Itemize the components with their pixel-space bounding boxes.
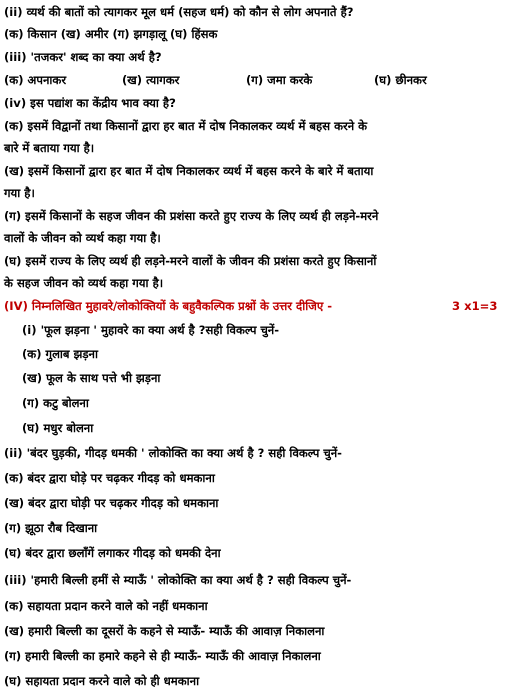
q3-option-b: (ख) हमारी बिल्ली का दूसरों के कहने से म्याऊँ- म्याऊँ की आवाज़ निकालना [4,624,325,638]
option-a-line-1: (क) इसमें विद्वानों तथा किसानों द्वारा हर बात में दोष निकालकर व्यर्थ में बहस करने के [4,119,368,133]
option-d-line-2: के सहज जीवन को व्यर्थ कहा गया है। [4,276,164,290]
question-iii-option-d: (घ) छीनकर [374,73,427,87]
question-iv-text: (iv) इस पद्यांश का केंद्रीय भाव क्या है? [4,96,176,110]
q1-option-a: (क) गुलाब झड़ना [22,347,98,361]
question-iii-option-a: (क) अपनाकर [4,73,67,87]
q3-option-d: (घ) सहायता प्रदान करने वाले को ही धमकाना [4,674,200,688]
q1-option-c: (ग) कटु बोलना [22,396,89,410]
question-iii-option-c: (ग) जमा करके [246,73,313,87]
option-c-line-1: (ग) इसमें किसानों के सहज जीवन की प्रशंसा करते हुए राज्य के लिए व्यर्थ ही लड़ने-मरने [4,209,379,223]
question-ii-options: (क) किसान (ख) अमीर (ग) झगड़ालू (घ) हिंसक [4,27,218,41]
section-iv-heading: (IV) निम्नलिखित मुहावरे/लोकोक्तियों के बहुवैकल्पिक प्रश्नों के उत्तर दीजिए - [4,299,333,313]
q3-question: (iii) 'हमारी बिल्ली हमीं से म्याऊँ ' लोकोक्ति का क्या अर्थ है ? सही विकल्प चुनें- [4,573,352,587]
section-iv-marks: 3 x1=3 [452,299,498,313]
option-a-line-2: बारे में बताया गया है। [4,141,95,155]
q3-option-c: (ग) हमारी बिल्ली का हमारे कहने से ही म्याऊँ- म्याऊँ की आवाज़ निकालना [4,649,321,663]
q2-option-b: (ख) बंदर द्वारा घोड़ी पर चढ़कर गीदड़ को धमकाना [4,496,219,510]
q1-option-b: (ख) फूल के साथ पत्ते भी झड़ना [22,371,161,385]
question-ii-text: (ii) व्यर्थ की बातों को त्यागकर मूल धर्म (सहज धर्म) को कौन से लोग अपनाते हैं? [4,5,354,19]
q2-question: (ii) 'बंदर घुड़की, गीदड़ धमकी ' लोकोक्ति का क्या अर्थ है ? सही विकल्प चुनें- [4,446,342,460]
q2-option-d: (घ) बंदर द्वारा छलाँगें लगाकर गीदड़ को धमकी देना [4,546,221,560]
option-d-line-1: (घ) इसमें राज्य के लिए व्यर्थ ही लड़ने-मरने वालों के जीवन की प्रशंसा करते हुए किसानों [4,254,377,268]
q1-option-d: (घ) मधुर बोलना [22,421,94,435]
question-iii-option-b: (ख) त्यागकर [122,73,180,87]
q2-option-a: (क) बंदर द्वारा घोड़े पर चढ़कर गीदड़ को धमकाना [4,471,215,485]
q1-question: (i) 'फूल झड़ना ' मुहावरे का क्या अर्थ है ?सही विकल्प चुनें- [22,323,280,337]
q3-option-a: (क) सहायता प्रदान करने वाले को नहीं धमकाना [4,599,208,613]
option-b-line-1: (ख) इसमें किसानों द्वारा हर बात में दोष निकालकर व्यर्थ में बहस करने के बारे में बताया [4,164,374,178]
q2-option-c: (ग) झूठा रौब दिखाना [4,521,98,535]
option-c-line-2: वालों के जीवन को व्यर्थ कहा गया है। [4,231,161,245]
option-b-line-2: गया है। [4,186,35,200]
question-iii-text: (iii) 'तजकर' शब्द का क्या अर्थ है? [4,50,162,64]
